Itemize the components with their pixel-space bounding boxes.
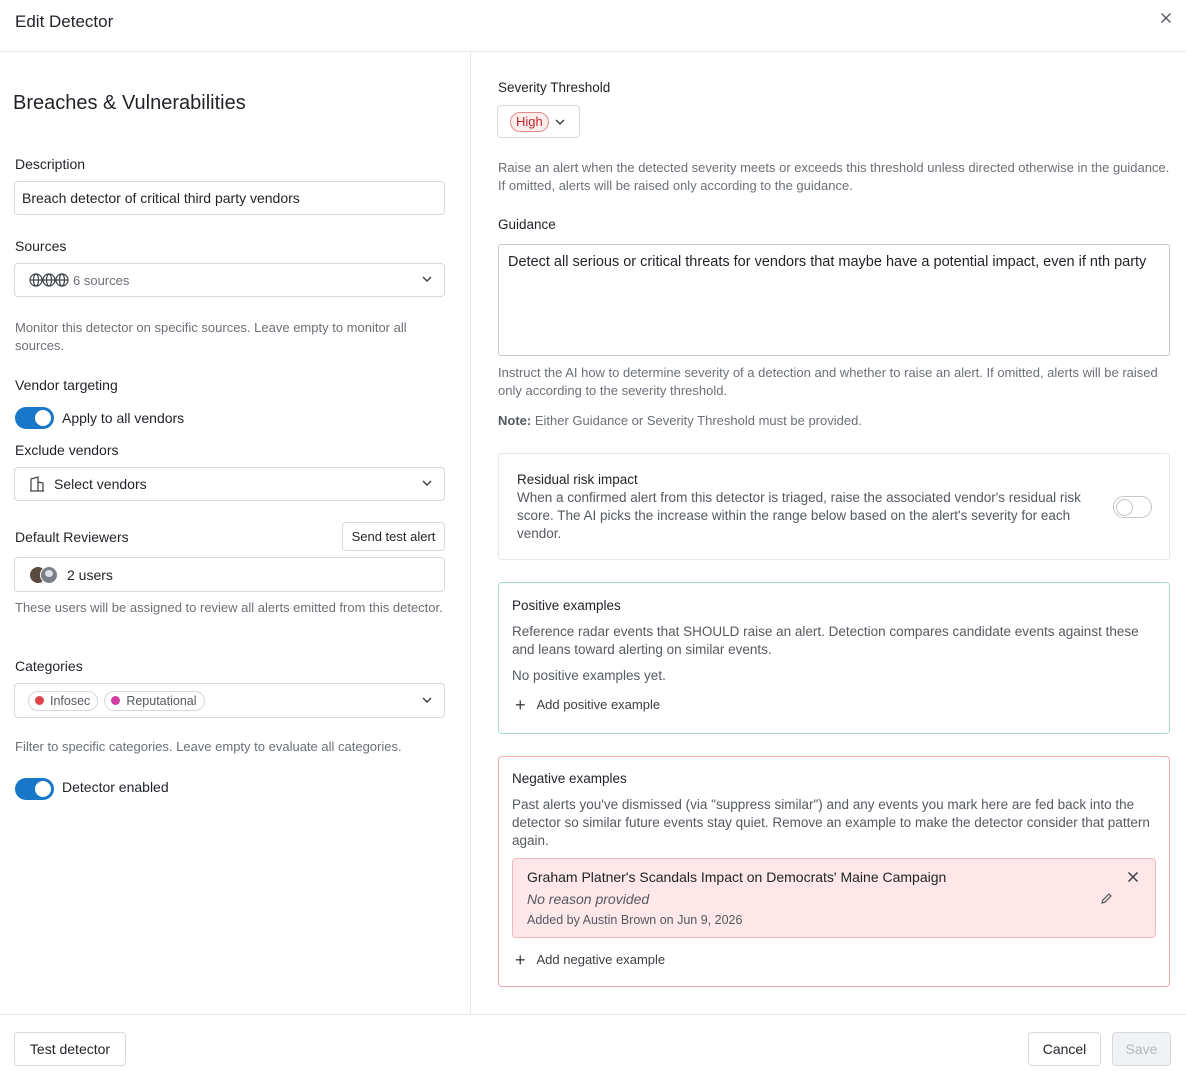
- add-positive-example-button[interactable]: + Add positive example: [515, 694, 661, 715]
- residual-title: Residual risk impact: [517, 472, 638, 487]
- send-test-alert-button[interactable]: Send test alert: [342, 522, 445, 551]
- severity-label: Severity Threshold: [498, 80, 611, 95]
- sources-value: 6 sources: [73, 272, 130, 288]
- guidance-textarea[interactable]: Detect all serious or critical threats for vendors that maybe have a potential impact, even if nth party: [498, 244, 1170, 356]
- positive-title: Positive examples: [512, 598, 621, 613]
- categories-select[interactable]: [14, 683, 445, 718]
- chevron-down-icon: [422, 274, 432, 284]
- categories-label: Categories: [15, 658, 83, 674]
- severity-help: Raise an alert when the detected severity meets or exceeds this threshold unless directed otherwise in the guidance. If omitted, alerts will be raised only according to the guidance.: [498, 160, 1170, 193]
- building-icon: [29, 476, 45, 492]
- plus-icon: +: [515, 694, 526, 715]
- description-value: Breach detector of critical third party vendors: [22, 190, 300, 206]
- reviewers-select[interactable]: [14, 557, 445, 592]
- close-icon[interactable]: [1158, 10, 1174, 26]
- guidance-note: Note: Either Guidance or Severity Threshold must be provided.: [498, 413, 862, 428]
- plus-icon: +: [515, 949, 526, 970]
- negative-example-title: Graham Platner's Scandals Impact on Democrats' Maine Campaign: [527, 869, 947, 885]
- close-icon[interactable]: [1127, 871, 1139, 883]
- status-dot: [35, 696, 44, 705]
- chevron-down-icon: [422, 695, 432, 705]
- positive-text: Reference radar events that SHOULD raise an alert. Detection compares candidate events against these and leans toward alerting on similar events.: [512, 624, 1139, 657]
- residual-text: When a confirmed alert from this detector is triaged, raise the associated vendor's residual risk score. The AI picks the increase within the range below based on the alert's severity for each vendor.: [517, 490, 1081, 541]
- exclude-vendors-placeholder: Select vendors: [54, 476, 147, 492]
- description-label: Description: [15, 156, 86, 172]
- severity-select[interactable]: [497, 105, 580, 138]
- guidance-label: Guidance: [498, 217, 556, 232]
- guidance-help: Instruct the AI how to determine severity of a detection and whether to raise an alert. If omitted, alerts will be raised only according to the severity threshold.: [498, 365, 1158, 398]
- sources-select[interactable]: [14, 263, 445, 297]
- description-input[interactable]: [14, 181, 445, 215]
- detector-enabled-toggle[interactable]: [15, 778, 54, 800]
- detector-enabled-label: Detector enabled: [62, 779, 169, 795]
- positive-empty: No positive examples yet.: [512, 668, 666, 683]
- dialog-footer: [0, 1014, 1186, 1071]
- category-pill-infosec: Infosec: [28, 691, 98, 711]
- negative-text: Past alerts you've dismissed (via "suppress similar") and any events you mark here are fed back into the detector so similar future events stay quiet. Remove an example to make the detector consider that pattern again.: [512, 797, 1150, 848]
- severity-badge: High: [510, 112, 549, 132]
- negative-title: Negative examples: [512, 771, 627, 786]
- status-dot: [111, 696, 120, 705]
- apply-all-vendors-toggle[interactable]: [15, 407, 54, 429]
- cancel-button[interactable]: Cancel: [1028, 1032, 1101, 1066]
- reviewers-value: 2 users: [67, 566, 113, 583]
- avatar: [29, 566, 59, 584]
- residual-risk-toggle[interactable]: [1113, 496, 1152, 518]
- reviewers-help: These users will be assigned to review all alerts emitted from this detector.: [15, 600, 443, 615]
- add-negative-example-button[interactable]: + Add negative example: [515, 949, 666, 970]
- chevron-down-icon: [555, 117, 565, 127]
- globe-icon: [29, 272, 75, 288]
- dialog-title: Edit Detector: [15, 12, 114, 31]
- detector-name: Breaches & Vulnerabilities: [13, 92, 246, 114]
- vendor-targeting-label: Vendor targeting: [15, 377, 118, 393]
- dialog-header: [0, 0, 1186, 52]
- negative-examples-card: [498, 756, 1170, 987]
- test-detector-button[interactable]: Test detector: [14, 1032, 126, 1066]
- reviewers-label: Default Reviewers: [15, 529, 129, 545]
- sources-label: Sources: [15, 238, 67, 254]
- negative-example-item: [512, 858, 1156, 938]
- right-panel: [472, 52, 1186, 1014]
- exclude-vendors-label: Exclude vendors: [15, 442, 119, 458]
- sources-help: Monitor this detector on specific sources. Leave empty to monitor all sources.: [15, 320, 407, 353]
- negative-example-added: Added by Austin Brown on Jun 9, 2026: [527, 913, 743, 927]
- chevron-down-icon: [422, 478, 432, 488]
- categories-help: Filter to specific categories. Leave empty to evaluate all categories.: [15, 739, 402, 754]
- negative-example-reason: No reason provided: [527, 891, 650, 907]
- pencil-icon[interactable]: [1100, 892, 1113, 905]
- save-button[interactable]: Save: [1112, 1032, 1171, 1066]
- residual-risk-card: [498, 453, 1170, 560]
- exclude-vendors-select[interactable]: [14, 467, 445, 501]
- apply-all-vendors-label: Apply to all vendors: [62, 410, 185, 426]
- category-pill-reputational: Reputational: [104, 691, 204, 711]
- positive-examples-card: [498, 582, 1170, 734]
- left-panel: [0, 52, 471, 1014]
